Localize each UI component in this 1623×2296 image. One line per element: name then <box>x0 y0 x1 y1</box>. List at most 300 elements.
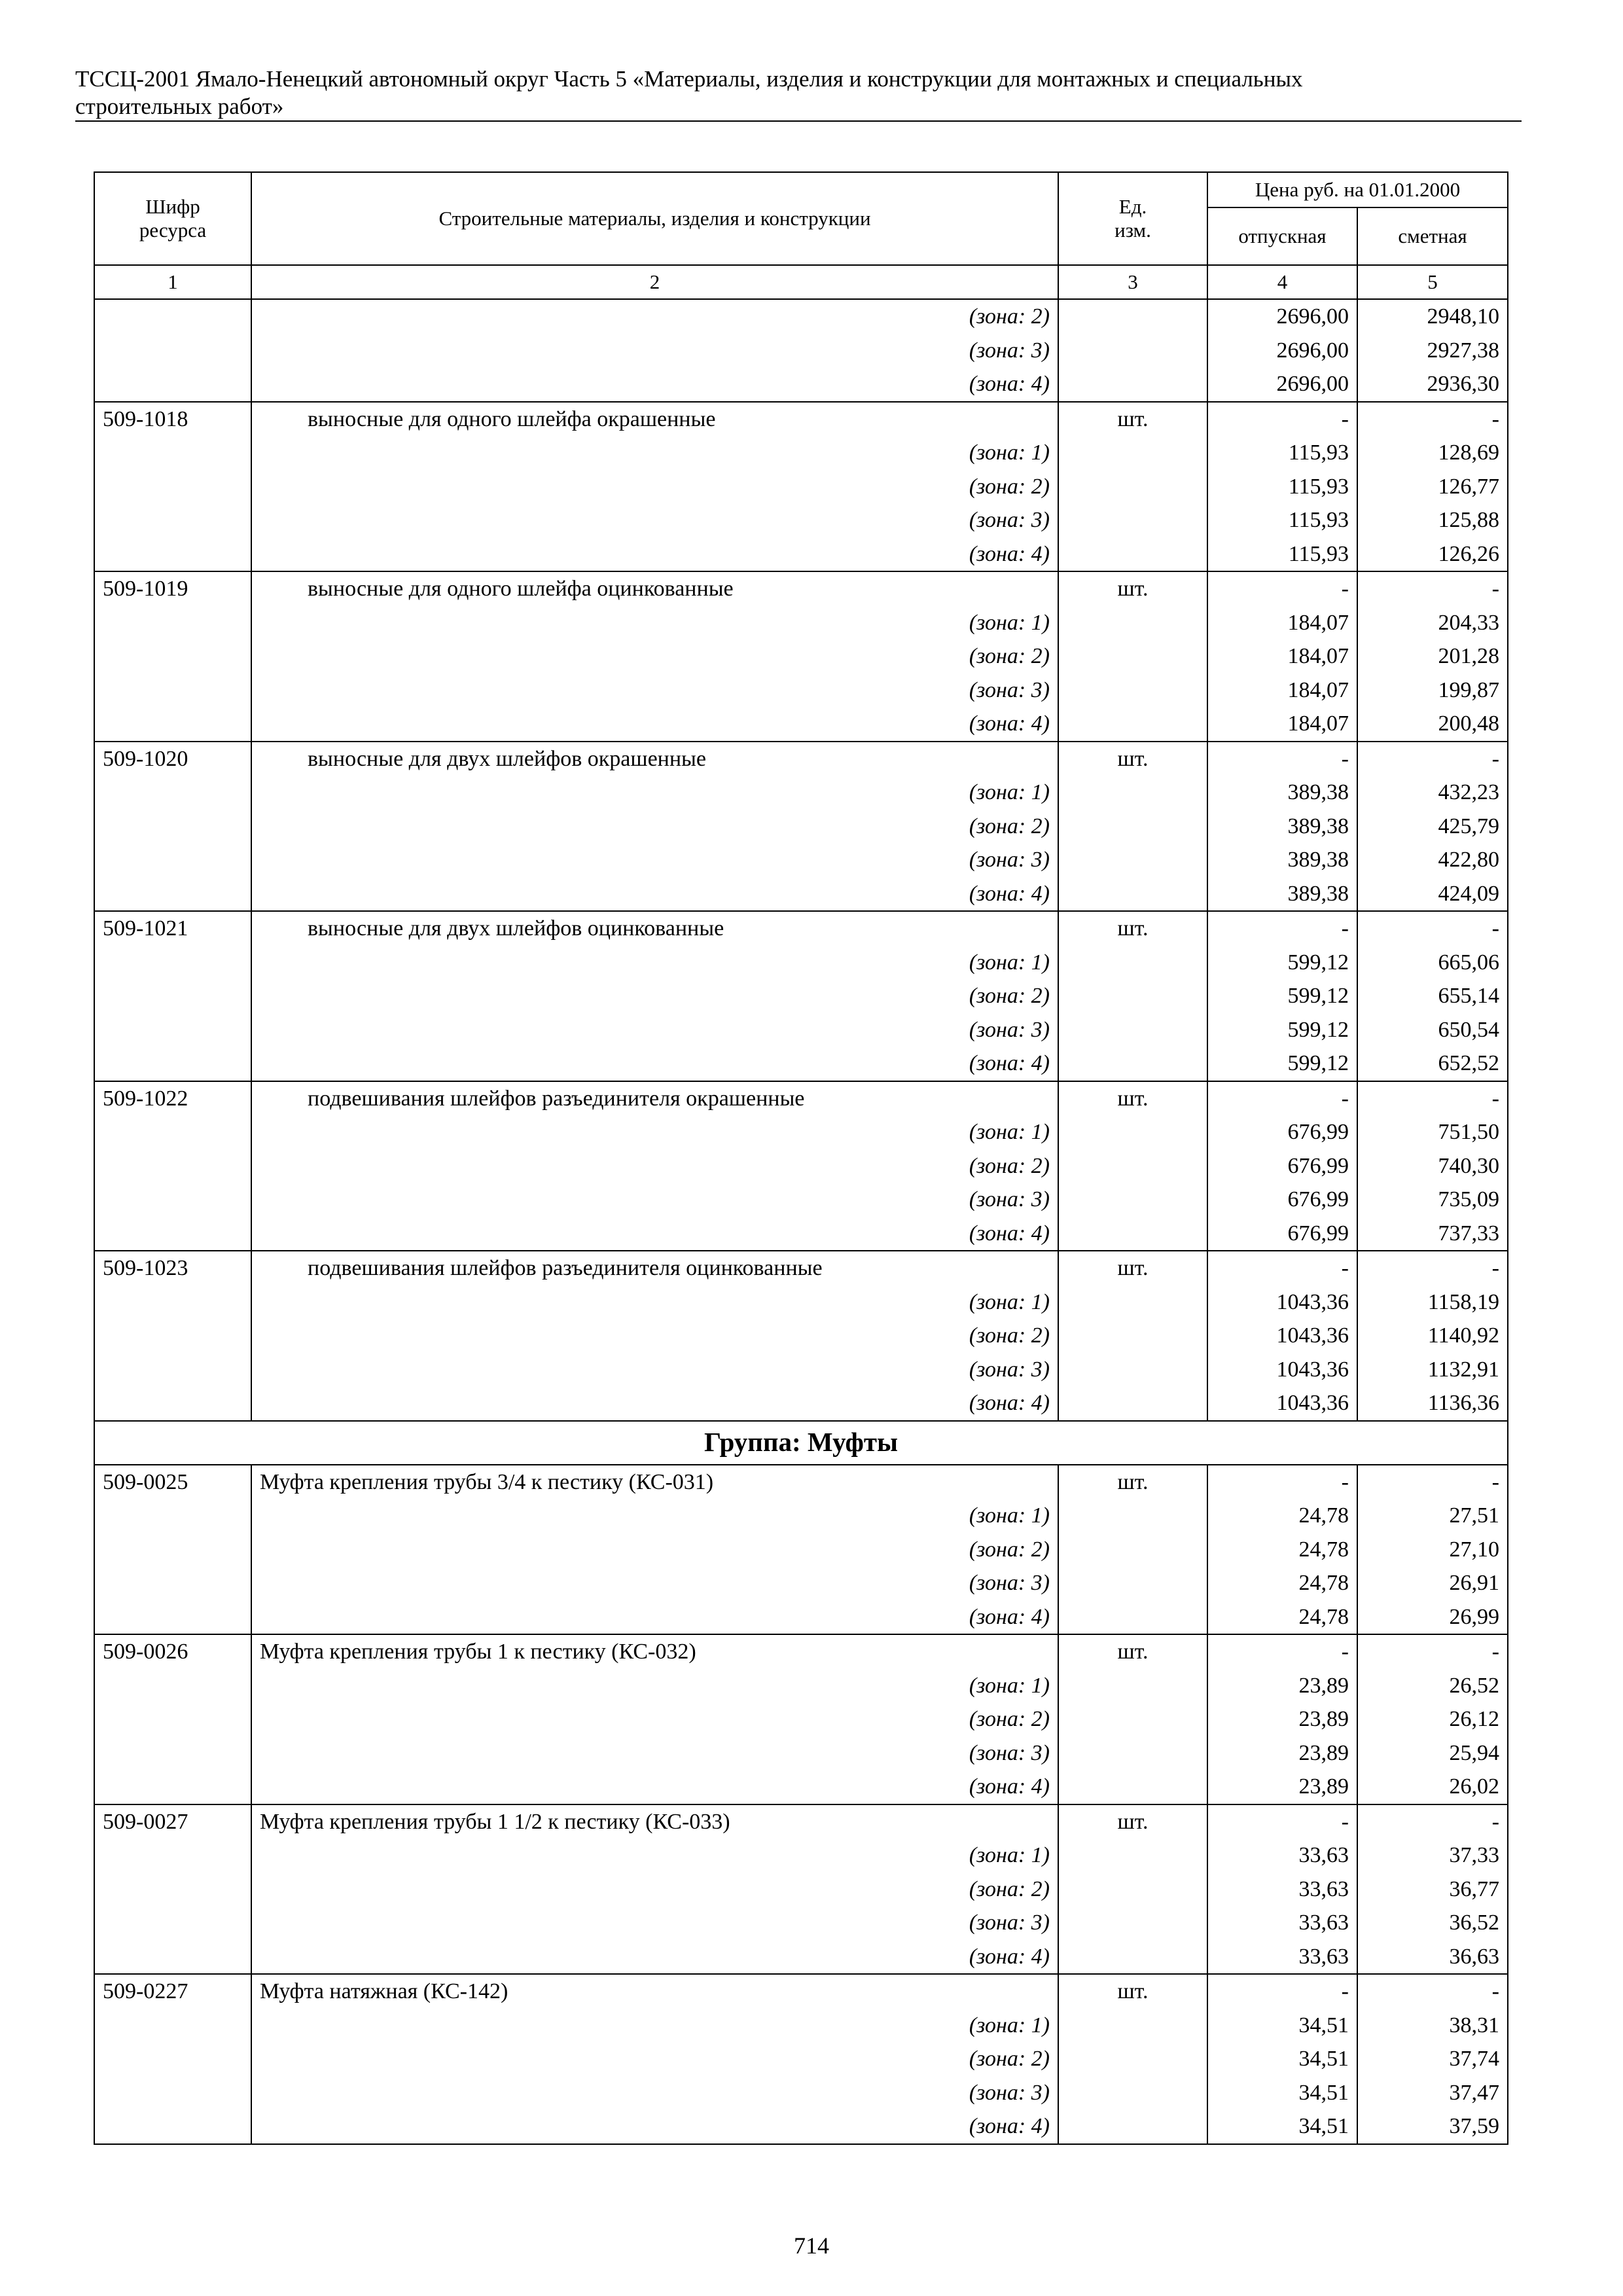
code-cell <box>94 946 251 980</box>
unit-cell <box>1058 299 1207 334</box>
zone-label: (зона: 2) <box>251 979 1058 1013</box>
estimate-price: - <box>1357 742 1508 776</box>
release-price: 676,99 <box>1207 1183 1357 1217</box>
release-price: 23,89 <box>1207 1736 1357 1770</box>
release-price: 34,51 <box>1207 2109 1357 2144</box>
estimate-price: - <box>1357 1804 1508 1839</box>
material-name: выносные для двух шлейфов оцинкованные <box>251 911 1058 946</box>
material-name: выносные для двух шлейфов окрашенные <box>251 742 1058 776</box>
estimate-price: 735,09 <box>1357 1183 1508 1217</box>
price-table <box>94 171 1508 2145</box>
resource-code: 509-1018 <box>94 402 251 437</box>
zone-row <box>94 1600 1508 1635</box>
zone-row <box>94 1149 1508 1183</box>
release-price: 23,89 <box>1207 1702 1357 1736</box>
code-cell <box>94 2042 251 2076</box>
estimate-price: 432,23 <box>1357 776 1508 810</box>
estimate-price: - <box>1357 1081 1508 1116</box>
code-cell <box>94 810 251 844</box>
code-cell <box>94 1386 251 1421</box>
estimate-price: 36,77 <box>1357 1873 1508 1907</box>
code-cell <box>94 1906 251 1940</box>
code-cell <box>94 436 251 470</box>
zone-label: (зона: 2) <box>251 470 1058 504</box>
code-cell <box>94 673 251 708</box>
estimate-price: 199,87 <box>1357 673 1508 708</box>
unit-cell <box>1058 2042 1207 2076</box>
release-price: - <box>1207 1081 1357 1116</box>
unit-cell <box>1058 1600 1207 1635</box>
code-cell <box>94 776 251 810</box>
zone-row <box>94 1533 1508 1567</box>
zone-row <box>94 537 1508 572</box>
release-price: 184,07 <box>1207 707 1357 742</box>
document-header <box>75 65 1522 120</box>
unit-cell <box>1058 1149 1207 1183</box>
code-cell <box>94 503 251 537</box>
unit-cell <box>1058 1499 1207 1533</box>
zone-row <box>94 1770 1508 1804</box>
estimate-price: 37,33 <box>1357 1839 1508 1873</box>
estimate-price: - <box>1357 1465 1508 1499</box>
zone-label: (зона: 3) <box>251 1906 1058 1940</box>
code-cell <box>94 979 251 1013</box>
release-price: - <box>1207 1974 1357 2009</box>
column-header-name: Строительные материалы, изделия и конструкции <box>251 172 1058 265</box>
unit-of-measure: шт. <box>1058 1634 1207 1669</box>
code-cell <box>94 470 251 504</box>
code-cell <box>94 367 251 402</box>
estimate-price: 36,63 <box>1357 1940 1508 1975</box>
zone-row <box>94 810 1508 844</box>
code-cell <box>94 1047 251 1081</box>
zone-row <box>94 1047 1508 1081</box>
estimate-price: 128,69 <box>1357 436 1508 470</box>
code-cell <box>94 1353 251 1387</box>
zone-row <box>94 1566 1508 1600</box>
release-price: 115,93 <box>1207 537 1357 572</box>
table-row <box>94 1634 1508 1669</box>
zone-label: (зона: 4) <box>251 1386 1058 1421</box>
release-price: - <box>1207 911 1357 946</box>
code-cell <box>94 1566 251 1600</box>
zone-label: (зона: 4) <box>251 877 1058 912</box>
unit-cell <box>1058 1873 1207 1907</box>
estimate-price: 204,33 <box>1357 606 1508 640</box>
zone-label: (зона: 2) <box>251 1873 1058 1907</box>
code-cell <box>94 1600 251 1635</box>
unit-cell <box>1058 843 1207 877</box>
table-row <box>94 1081 1508 1116</box>
zone-label: (зона: 3) <box>251 1566 1058 1600</box>
estimate-price: 424,09 <box>1357 877 1508 912</box>
code-cell <box>94 1319 251 1353</box>
zone-row <box>94 470 1508 504</box>
release-price: 34,51 <box>1207 2042 1357 2076</box>
code-cell <box>94 1499 251 1533</box>
zone-row <box>94 673 1508 708</box>
release-price: 599,12 <box>1207 1047 1357 1081</box>
estimate-price: 201,28 <box>1357 639 1508 673</box>
material-name: Муфта крепления трубы 1 1/2 к пестику (КС-033) <box>251 1804 1058 1839</box>
column-number: 3 <box>1058 265 1207 299</box>
release-price: 1043,36 <box>1207 1319 1357 1353</box>
code-cell <box>94 1013 251 1047</box>
zone-row <box>94 776 1508 810</box>
zone-label: (зона: 4) <box>251 537 1058 572</box>
unit-cell <box>1058 1285 1207 1319</box>
zone-label: (зона: 4) <box>251 1940 1058 1975</box>
unit-cell <box>1058 1386 1207 1421</box>
column-number: 1 <box>94 265 251 299</box>
code-cell <box>94 299 251 334</box>
release-price: 23,89 <box>1207 1669 1357 1703</box>
zone-label: (зона: 1) <box>251 1839 1058 1873</box>
zone-label: (зона: 1) <box>251 1285 1058 1319</box>
table-row <box>94 1465 1508 1499</box>
estimate-price: 26,52 <box>1357 1669 1508 1703</box>
code-cell <box>94 1533 251 1567</box>
table-row <box>94 571 1508 606</box>
release-price: 33,63 <box>1207 1873 1357 1907</box>
unit-cell <box>1058 639 1207 673</box>
zone-label: (зона: 3) <box>251 334 1058 368</box>
unit-cell <box>1058 1047 1207 1081</box>
zone-label: (зона: 3) <box>251 503 1058 537</box>
zone-label: (зона: 1) <box>251 1669 1058 1703</box>
zone-row <box>94 1183 1508 1217</box>
zone-row <box>94 1115 1508 1149</box>
zone-row <box>94 1499 1508 1533</box>
release-price: 24,78 <box>1207 1499 1357 1533</box>
unit-cell <box>1058 1533 1207 1567</box>
zone-label: (зона: 4) <box>251 2109 1058 2144</box>
code-cell <box>94 334 251 368</box>
code-cell <box>94 1736 251 1770</box>
estimate-price: 2948,10 <box>1357 299 1508 334</box>
material-name: Муфта крепления трубы 1 к пестику (КС-032) <box>251 1634 1058 1669</box>
unit-cell <box>1058 946 1207 980</box>
zone-row <box>94 367 1508 402</box>
release-price: 184,07 <box>1207 606 1357 640</box>
zone-label: (зона: 3) <box>251 673 1058 708</box>
zone-row <box>94 707 1508 742</box>
zone-row <box>94 1839 1508 1873</box>
release-price: 184,07 <box>1207 673 1357 708</box>
material-name: выносные для одного шлейфа окрашенные <box>251 402 1058 437</box>
zone-row <box>94 946 1508 980</box>
release-price: 24,78 <box>1207 1600 1357 1635</box>
zone-row <box>94 1386 1508 1421</box>
zone-label: (зона: 4) <box>251 707 1058 742</box>
code-cell <box>94 877 251 912</box>
zone-label: (зона: 4) <box>251 1047 1058 1081</box>
zone-row <box>94 979 1508 1013</box>
zone-label: (зона: 1) <box>251 2009 1058 2043</box>
release-price: 23,89 <box>1207 1770 1357 1804</box>
zone-label: (зона: 4) <box>251 367 1058 402</box>
resource-code: 509-1022 <box>94 1081 251 1116</box>
zone-row <box>94 2042 1508 2076</box>
zone-row <box>94 2009 1508 2043</box>
unit-cell <box>1058 1353 1207 1387</box>
estimate-price: - <box>1357 571 1508 606</box>
zone-row <box>94 436 1508 470</box>
zone-label: (зона: 3) <box>251 2076 1058 2110</box>
table-row <box>94 1974 1508 2009</box>
release-price: 676,99 <box>1207 1115 1357 1149</box>
zone-row <box>94 1873 1508 1907</box>
zone-row <box>94 606 1508 640</box>
estimate-price: 1140,92 <box>1357 1319 1508 1353</box>
resource-code: 509-0026 <box>94 1634 251 1669</box>
header-rule <box>75 120 1522 122</box>
code-cell <box>94 843 251 877</box>
zone-label: (зона: 2) <box>251 810 1058 844</box>
unit-cell <box>1058 1839 1207 1873</box>
code-cell <box>94 1839 251 1873</box>
zone-row <box>94 1669 1508 1703</box>
zone-label: (зона: 1) <box>251 1499 1058 1533</box>
unit-cell <box>1058 436 1207 470</box>
estimate-price: 26,99 <box>1357 1600 1508 1635</box>
resource-code: 509-0027 <box>94 1804 251 1839</box>
code-cell <box>94 639 251 673</box>
code-cell <box>94 1940 251 1975</box>
release-price: - <box>1207 402 1357 437</box>
header-title-line-1: ТССЦ-2001 Ямало-Ненецкий автономный округ Часть 5 «Материалы, изделия и конструкции для монтажных и специальных <box>75 66 1303 92</box>
estimate-price: 26,12 <box>1357 1702 1508 1736</box>
code-cell <box>94 1873 251 1907</box>
group-title: Группа: Муфты <box>94 1421 1508 1465</box>
column-header-price: Цена руб. на 01.01.2000 <box>1207 172 1508 207</box>
unit-cell <box>1058 367 1207 402</box>
estimate-price: 37,74 <box>1357 2042 1508 2076</box>
code-cell <box>94 1217 251 1251</box>
zone-row <box>94 1736 1508 1770</box>
unit-of-measure: шт. <box>1058 1081 1207 1116</box>
unit-cell <box>1058 707 1207 742</box>
release-price: 24,78 <box>1207 1566 1357 1600</box>
zone-label: (зона: 3) <box>251 1353 1058 1387</box>
release-price: - <box>1207 571 1357 606</box>
code-cell <box>94 707 251 742</box>
zone-row <box>94 1217 1508 1251</box>
release-price: 389,38 <box>1207 877 1357 912</box>
release-price: 115,93 <box>1207 470 1357 504</box>
code-cell <box>94 1149 251 1183</box>
release-price: - <box>1207 1251 1357 1285</box>
release-price: 676,99 <box>1207 1149 1357 1183</box>
resource-code: 509-1019 <box>94 571 251 606</box>
estimate-price: 422,80 <box>1357 843 1508 877</box>
unit-of-measure: шт. <box>1058 1251 1207 1285</box>
material-name: выносные для одного шлейфа оцинкованные <box>251 571 1058 606</box>
zone-label: (зона: 2) <box>251 2042 1058 2076</box>
zone-label: (зона: 3) <box>251 1183 1058 1217</box>
unit-of-measure: шт. <box>1058 911 1207 946</box>
estimate-price: - <box>1357 1251 1508 1285</box>
column-header-estimate: сметная <box>1357 207 1508 265</box>
material-name: Муфта крепления трубы 3/4 к пестику (КС-031) <box>251 1465 1058 1499</box>
release-price: 115,93 <box>1207 503 1357 537</box>
resource-code: 509-1021 <box>94 911 251 946</box>
estimate-price: 652,52 <box>1357 1047 1508 1081</box>
unit-cell <box>1058 1217 1207 1251</box>
unit-cell <box>1058 1013 1207 1047</box>
zone-row <box>94 1353 1508 1387</box>
release-price: 1043,36 <box>1207 1353 1357 1387</box>
material-name: Муфта натяжная (КС-142) <box>251 1974 1058 2009</box>
estimate-price: 126,77 <box>1357 470 1508 504</box>
table-row <box>94 1251 1508 1285</box>
unit-cell <box>1058 1115 1207 1149</box>
unit-cell <box>1058 2076 1207 2110</box>
unit-cell <box>1058 1669 1207 1703</box>
column-number: 2 <box>251 265 1058 299</box>
zone-row <box>94 334 1508 368</box>
code-cell <box>94 1770 251 1804</box>
release-price: 2696,00 <box>1207 299 1357 334</box>
unit-cell <box>1058 877 1207 912</box>
zone-label: (зона: 3) <box>251 843 1058 877</box>
code-cell <box>94 2009 251 2043</box>
page-number: 714 <box>794 2233 829 2259</box>
unit-cell <box>1058 537 1207 572</box>
code-cell <box>94 1669 251 1703</box>
zone-label: (зона: 1) <box>251 606 1058 640</box>
unit-cell <box>1058 979 1207 1013</box>
zone-label: (зона: 1) <box>251 436 1058 470</box>
unit-of-measure: шт. <box>1058 1974 1207 2009</box>
zone-row <box>94 877 1508 912</box>
column-number: 4 <box>1207 265 1357 299</box>
zone-row <box>94 1702 1508 1736</box>
estimate-price: 36,52 <box>1357 1906 1508 1940</box>
unit-cell <box>1058 1906 1207 1940</box>
estimate-price: 740,30 <box>1357 1149 1508 1183</box>
unit-cell <box>1058 1940 1207 1975</box>
release-price: 24,78 <box>1207 1533 1357 1567</box>
code-cell <box>94 1183 251 1217</box>
estimate-price: - <box>1357 1634 1508 1669</box>
zone-label: (зона: 2) <box>251 1149 1058 1183</box>
estimate-price: 38,31 <box>1357 2009 1508 2043</box>
table-body <box>94 299 1508 2144</box>
zone-row <box>94 843 1508 877</box>
code-cell <box>94 1702 251 1736</box>
release-price: 34,51 <box>1207 2009 1357 2043</box>
zone-row <box>94 1940 1508 1975</box>
table-row <box>94 1804 1508 1839</box>
unit-of-measure: шт. <box>1058 1804 1207 1839</box>
code-cell <box>94 537 251 572</box>
estimate-price: 1158,19 <box>1357 1285 1508 1319</box>
estimate-price: 2936,30 <box>1357 367 1508 402</box>
release-price: - <box>1207 1634 1357 1669</box>
estimate-price: - <box>1357 1974 1508 2009</box>
unit-cell <box>1058 1702 1207 1736</box>
zone-row <box>94 1906 1508 1940</box>
zone-label: (зона: 3) <box>251 1736 1058 1770</box>
zone-row <box>94 639 1508 673</box>
estimate-price: 25,94 <box>1357 1736 1508 1770</box>
unit-cell <box>1058 776 1207 810</box>
zone-label: (зона: 4) <box>251 1770 1058 1804</box>
zone-label: (зона: 2) <box>251 639 1058 673</box>
unit-cell <box>1058 1770 1207 1804</box>
unit-cell <box>1058 1566 1207 1600</box>
zone-label: (зона: 2) <box>251 299 1058 334</box>
release-price: 33,63 <box>1207 1906 1357 1940</box>
column-number: 5 <box>1357 265 1508 299</box>
zone-label: (зона: 1) <box>251 946 1058 980</box>
code-cell <box>94 2109 251 2144</box>
table-row <box>94 911 1508 946</box>
code-cell <box>94 1115 251 1149</box>
release-price: 389,38 <box>1207 810 1357 844</box>
release-price: 115,93 <box>1207 436 1357 470</box>
header-title-line-2: строительных работ» <box>75 94 284 119</box>
release-price: - <box>1207 1465 1357 1499</box>
unit-of-measure: шт. <box>1058 742 1207 776</box>
estimate-price: 37,59 <box>1357 2109 1508 2144</box>
zone-label: (зона: 1) <box>251 1115 1058 1149</box>
release-price: 389,38 <box>1207 776 1357 810</box>
estimate-price: 26,02 <box>1357 1770 1508 1804</box>
column-header-code: Шифр ресурса <box>94 172 251 265</box>
release-price: - <box>1207 742 1357 776</box>
zone-label: (зона: 4) <box>251 1217 1058 1251</box>
release-price: 184,07 <box>1207 639 1357 673</box>
unit-cell <box>1058 673 1207 708</box>
estimate-price: 125,88 <box>1357 503 1508 537</box>
release-price: 2696,00 <box>1207 367 1357 402</box>
estimate-price: 425,79 <box>1357 810 1508 844</box>
unit-cell <box>1058 1183 1207 1217</box>
resource-code: 509-1023 <box>94 1251 251 1285</box>
code-cell <box>94 606 251 640</box>
release-price: - <box>1207 1804 1357 1839</box>
estimate-price: - <box>1357 911 1508 946</box>
zone-label: (зона: 3) <box>251 1013 1058 1047</box>
unit-cell <box>1058 1736 1207 1770</box>
estimate-price: 650,54 <box>1357 1013 1508 1047</box>
table-row <box>94 742 1508 776</box>
estimate-price: 655,14 <box>1357 979 1508 1013</box>
unit-of-measure: шт. <box>1058 402 1207 437</box>
zone-label: (зона: 2) <box>251 1319 1058 1353</box>
table-row <box>94 402 1508 437</box>
zone-label: (зона: 2) <box>251 1533 1058 1567</box>
unit-cell <box>1058 334 1207 368</box>
release-price: 33,63 <box>1207 1940 1357 1975</box>
zone-row <box>94 2109 1508 2144</box>
code-cell <box>94 1285 251 1319</box>
zone-row <box>94 1319 1508 1353</box>
release-price: 33,63 <box>1207 1839 1357 1873</box>
estimate-price: 2927,38 <box>1357 334 1508 368</box>
release-price: 1043,36 <box>1207 1285 1357 1319</box>
release-price: 599,12 <box>1207 1013 1357 1047</box>
estimate-price: - <box>1357 402 1508 437</box>
estimate-price: 27,10 <box>1357 1533 1508 1567</box>
release-price: 599,12 <box>1207 979 1357 1013</box>
zone-label: (зона: 4) <box>251 1600 1058 1635</box>
zone-row <box>94 299 1508 334</box>
estimate-price: 751,50 <box>1357 1115 1508 1149</box>
estimate-price: 37,47 <box>1357 2076 1508 2110</box>
